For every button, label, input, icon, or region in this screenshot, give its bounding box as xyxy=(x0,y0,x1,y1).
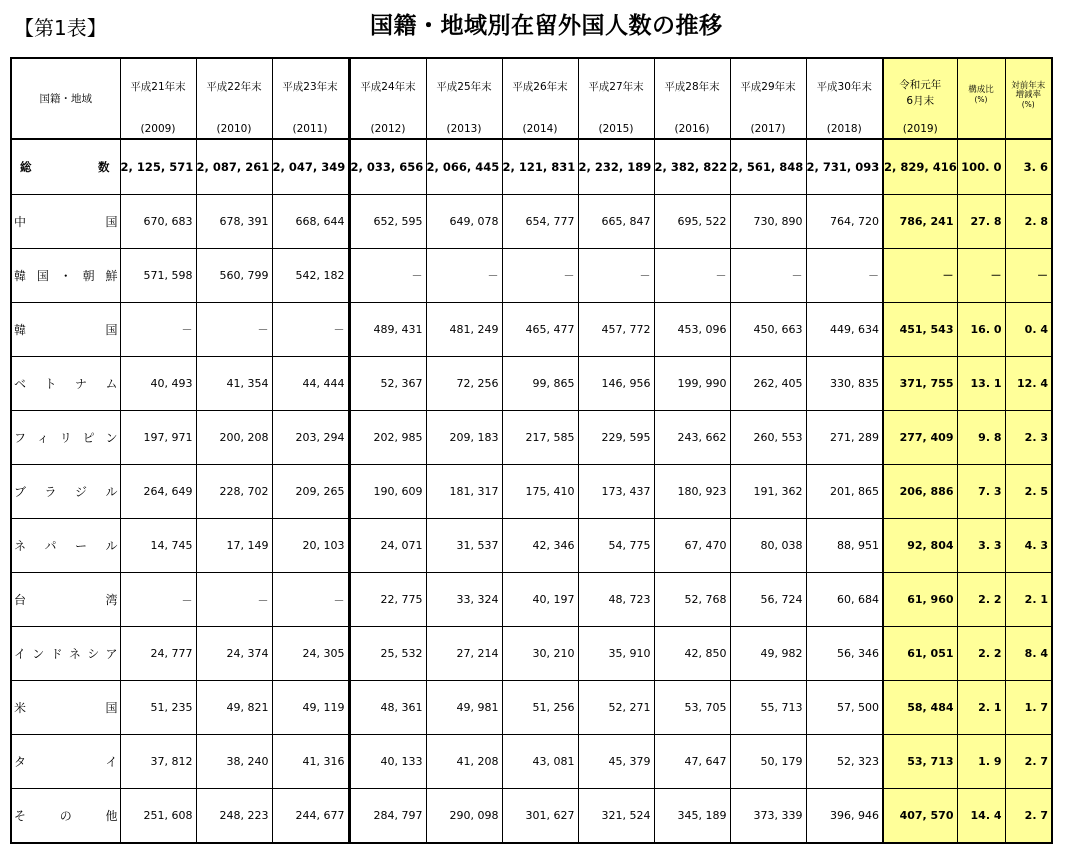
value-cell: 201, 865 xyxy=(806,464,883,518)
nationality-cell xyxy=(11,356,120,410)
value-cell: 67, 470 xyxy=(654,518,730,572)
value-cell: 44, 444 xyxy=(272,356,349,410)
nationality-char: ネ xyxy=(68,647,81,662)
value-cell: 264, 649 xyxy=(120,464,196,518)
value-cell: 49, 981 xyxy=(426,681,502,735)
share-cell: 3. 3 xyxy=(957,518,1005,572)
share-cell: 7. 3 xyxy=(957,464,1005,518)
value-cell: 190, 609 xyxy=(349,464,426,518)
table-row xyxy=(11,464,1052,518)
value-cell: 209, 265 xyxy=(272,464,349,518)
value-cell: 542, 182 xyxy=(272,248,349,302)
value-cell: － xyxy=(196,573,272,627)
value-cell: － xyxy=(654,248,730,302)
value-cell: 30, 210 xyxy=(502,627,578,681)
table-row xyxy=(11,302,1052,356)
year-label: 平成30年末 xyxy=(816,81,872,93)
value-cell: 2, 033, 656 xyxy=(349,139,426,194)
change-cell: 2. 3 xyxy=(1005,410,1052,464)
value-cell: － xyxy=(730,248,806,302)
nationality-char: ン xyxy=(105,430,118,445)
value-cell: 42, 850 xyxy=(654,627,730,681)
value-cell: 203, 294 xyxy=(272,410,349,464)
year-number: (2009) xyxy=(140,123,176,135)
value-cell: 652, 595 xyxy=(349,194,426,248)
nationality-char: ピ xyxy=(82,430,95,445)
change-cell: 0. 4 xyxy=(1005,302,1052,356)
nationality-cell xyxy=(11,464,120,518)
value-cell: 730, 890 xyxy=(730,194,806,248)
nationality-cell xyxy=(11,573,120,627)
latest-value-cell: － xyxy=(883,248,957,302)
value-cell: 88, 951 xyxy=(806,518,883,572)
table-row xyxy=(11,627,1052,681)
nationality-char: ブ xyxy=(14,484,27,499)
nationality-char: ル xyxy=(105,484,118,499)
nationality-char: ル xyxy=(105,538,118,553)
latest-value-cell: 371, 755 xyxy=(883,356,957,410)
value-cell: 199, 990 xyxy=(654,356,730,410)
latest-value-cell: 277, 409 xyxy=(883,410,957,464)
year-header xyxy=(502,58,578,139)
change-cell: 2. 1 xyxy=(1005,573,1052,627)
nationality-char: 韓 xyxy=(14,322,27,337)
nationality-char: 他 xyxy=(105,809,118,824)
value-cell: 14, 745 xyxy=(120,518,196,572)
year-header xyxy=(578,58,654,139)
value-cell: 24, 071 xyxy=(349,518,426,572)
change-header xyxy=(1005,58,1052,139)
value-cell: 24, 374 xyxy=(196,627,272,681)
value-cell: 321, 524 xyxy=(578,789,654,843)
latest-value-cell: 786, 241 xyxy=(883,194,957,248)
value-cell: 373, 339 xyxy=(730,789,806,843)
value-cell: 2, 232, 189 xyxy=(578,139,654,194)
value-cell: 345, 189 xyxy=(654,789,730,843)
value-cell: 53, 705 xyxy=(654,681,730,735)
nationality-cell xyxy=(11,518,120,572)
year-number: (2016) xyxy=(674,123,710,135)
nationality-char: ア xyxy=(105,647,118,662)
value-cell: 37, 812 xyxy=(120,735,196,789)
year-number: (2012) xyxy=(370,123,406,135)
nationality-char: ナ xyxy=(74,376,87,391)
value-cell: 695, 522 xyxy=(654,194,730,248)
latest-value-cell: 407, 570 xyxy=(883,789,957,843)
nationality-cell xyxy=(11,139,120,194)
table-row xyxy=(11,356,1052,410)
value-cell: － xyxy=(272,302,349,356)
value-cell: 262, 405 xyxy=(730,356,806,410)
latest-value-cell: 451, 543 xyxy=(883,302,957,356)
value-cell: 40, 133 xyxy=(349,735,426,789)
nationality-char: 数 xyxy=(98,159,110,174)
nationality-char: 国 xyxy=(36,268,49,283)
table-row xyxy=(11,789,1052,843)
year-label: 平成22年末 xyxy=(206,81,262,93)
table-body xyxy=(11,139,1052,843)
nationality-char: そ xyxy=(14,809,27,824)
page-title: 国籍・地域別在留外国人数の推移 xyxy=(370,13,723,39)
nationality-char: シ xyxy=(87,647,100,662)
year-label: 平成26年末 xyxy=(512,81,568,93)
year-number: (2010) xyxy=(216,123,252,135)
nationality-char: パ xyxy=(44,538,57,553)
nationality-char: 韓 xyxy=(14,268,27,283)
value-cell: 40, 197 xyxy=(502,573,578,627)
value-cell: 251, 608 xyxy=(120,789,196,843)
value-cell: 45, 379 xyxy=(578,735,654,789)
latest-year: (2019) xyxy=(902,123,938,135)
change-label-line2: 増減率 xyxy=(1015,90,1041,100)
table-row xyxy=(11,194,1052,248)
value-cell: 49, 982 xyxy=(730,627,806,681)
value-cell: 649, 078 xyxy=(426,194,502,248)
table-header-row xyxy=(11,58,1052,139)
value-cell: 22, 775 xyxy=(349,573,426,627)
value-cell: － xyxy=(426,248,502,302)
value-cell: 24, 777 xyxy=(120,627,196,681)
value-cell: 764, 720 xyxy=(806,194,883,248)
foreign-residents-table xyxy=(10,57,1053,844)
value-cell: 41, 354 xyxy=(196,356,272,410)
share-cell: 16. 0 xyxy=(957,302,1005,356)
table-row xyxy=(11,681,1052,735)
nationality-char: 朝 xyxy=(82,268,95,283)
year-header xyxy=(654,58,730,139)
table-number-label: 【第1表】 xyxy=(14,16,107,40)
value-cell: 244, 677 xyxy=(272,789,349,843)
share-cell: 13. 1 xyxy=(957,356,1005,410)
year-label: 平成28年末 xyxy=(664,81,720,93)
value-cell: 228, 702 xyxy=(196,464,272,518)
year-header xyxy=(349,58,426,139)
share-label: 構成比 xyxy=(968,85,994,95)
nationality-char: ム xyxy=(105,376,118,391)
change-cell: 1. 7 xyxy=(1005,681,1052,735)
value-cell: 191, 362 xyxy=(730,464,806,518)
nationality-cell xyxy=(11,410,120,464)
year-label: 平成21年末 xyxy=(130,81,186,93)
value-cell: 20, 103 xyxy=(272,518,349,572)
value-cell: － xyxy=(578,248,654,302)
nationality-cell xyxy=(11,627,120,681)
year-label: 平成27年末 xyxy=(588,81,644,93)
latest-value-cell: 92, 804 xyxy=(883,518,957,572)
value-cell: 57, 500 xyxy=(806,681,883,735)
value-cell: 670, 683 xyxy=(120,194,196,248)
nationality-char: リ xyxy=(59,430,72,445)
nationality-char: ト xyxy=(44,376,57,391)
value-cell: 49, 821 xyxy=(196,681,272,735)
year-header xyxy=(272,58,349,139)
value-cell: 42, 346 xyxy=(502,518,578,572)
value-cell: 52, 271 xyxy=(578,681,654,735)
nationality-cell xyxy=(11,789,120,843)
value-cell: 654, 777 xyxy=(502,194,578,248)
value-cell: 301, 627 xyxy=(502,789,578,843)
share-cell: 100. 0 xyxy=(957,139,1005,194)
value-cell: 175, 410 xyxy=(502,464,578,518)
value-cell: 2, 121, 831 xyxy=(502,139,578,194)
value-cell: 202, 985 xyxy=(349,410,426,464)
latest-value-cell: 53, 713 xyxy=(883,735,957,789)
latest-label-line1: 令和元年 xyxy=(899,79,942,91)
value-cell: 571, 598 xyxy=(120,248,196,302)
table-row xyxy=(11,248,1052,302)
value-cell: 229, 595 xyxy=(578,410,654,464)
value-cell: 50, 179 xyxy=(730,735,806,789)
year-number: (2017) xyxy=(750,123,786,135)
nationality-cell xyxy=(11,735,120,789)
change-cell: 2. 5 xyxy=(1005,464,1052,518)
value-cell: 80, 038 xyxy=(730,518,806,572)
value-cell: 17, 149 xyxy=(196,518,272,572)
nationality-char: 国 xyxy=(105,214,118,229)
change-cell: 8. 4 xyxy=(1005,627,1052,681)
value-cell: 52, 768 xyxy=(654,573,730,627)
value-cell: 38, 240 xyxy=(196,735,272,789)
nationality-char: イ xyxy=(14,647,27,662)
value-cell: 55, 713 xyxy=(730,681,806,735)
year-label: 平成23年末 xyxy=(282,81,338,93)
value-cell: － xyxy=(196,302,272,356)
nationality-cell xyxy=(11,194,120,248)
nationality-char: 米 xyxy=(14,701,27,716)
value-cell: 2, 561, 848 xyxy=(730,139,806,194)
share-cell: 9. 8 xyxy=(957,410,1005,464)
total-row xyxy=(11,139,1052,194)
value-cell: 54, 775 xyxy=(578,518,654,572)
value-cell: 284, 797 xyxy=(349,789,426,843)
table-row xyxy=(11,735,1052,789)
year-header xyxy=(730,58,806,139)
nationality-char: 総 xyxy=(20,159,32,174)
value-cell: － xyxy=(120,302,196,356)
value-cell: － xyxy=(272,573,349,627)
latest-value-cell: 61, 051 xyxy=(883,627,957,681)
change-unit: (%) xyxy=(1021,100,1035,109)
value-cell: 2, 066, 445 xyxy=(426,139,502,194)
value-cell: 173, 437 xyxy=(578,464,654,518)
year-header xyxy=(426,58,502,139)
value-cell: 146, 956 xyxy=(578,356,654,410)
value-cell: 271, 289 xyxy=(806,410,883,464)
value-cell: 41, 316 xyxy=(272,735,349,789)
share-unit: (%) xyxy=(974,95,988,104)
value-cell: 51, 235 xyxy=(120,681,196,735)
value-cell: 48, 361 xyxy=(349,681,426,735)
value-cell: 450, 663 xyxy=(730,302,806,356)
value-cell: 181, 317 xyxy=(426,464,502,518)
nationality-char: ジ xyxy=(74,484,87,499)
latest-value-cell: 58, 484 xyxy=(883,681,957,735)
value-cell: 678, 391 xyxy=(196,194,272,248)
nationality-char: 台 xyxy=(14,593,27,608)
value-cell: 200, 208 xyxy=(196,410,272,464)
value-cell: 453, 096 xyxy=(654,302,730,356)
change-cell: － xyxy=(1005,248,1052,302)
value-cell: 330, 835 xyxy=(806,356,883,410)
table-row xyxy=(11,573,1052,627)
value-cell: 489, 431 xyxy=(349,302,426,356)
value-cell: － xyxy=(349,248,426,302)
year-label: 平成25年末 xyxy=(436,81,492,93)
latest-header xyxy=(883,58,957,139)
year-number: (2013) xyxy=(446,123,482,135)
value-cell: 290, 098 xyxy=(426,789,502,843)
year-label: 平成24年末 xyxy=(360,81,416,93)
value-cell: 668, 644 xyxy=(272,194,349,248)
value-cell: 243, 662 xyxy=(654,410,730,464)
value-cell: 49, 119 xyxy=(272,681,349,735)
nationality-char: ン xyxy=(32,647,45,662)
nationality-char: ィ xyxy=(36,430,49,445)
value-cell: 24, 305 xyxy=(272,627,349,681)
table-row xyxy=(11,518,1052,572)
value-cell: 248, 223 xyxy=(196,789,272,843)
nationality-char: の xyxy=(59,809,72,824)
value-cell: 560, 799 xyxy=(196,248,272,302)
value-cell: 41, 208 xyxy=(426,735,502,789)
nationality-char: ド xyxy=(50,647,63,662)
value-cell: － xyxy=(806,248,883,302)
nationality-char: ラ xyxy=(44,484,57,499)
value-cell: 35, 910 xyxy=(578,627,654,681)
share-cell: 14. 4 xyxy=(957,789,1005,843)
latest-value-cell: 206, 886 xyxy=(883,464,957,518)
value-cell: 665, 847 xyxy=(578,194,654,248)
change-cell: 2. 8 xyxy=(1005,194,1052,248)
value-cell: 481, 249 xyxy=(426,302,502,356)
share-cell: 2. 2 xyxy=(957,627,1005,681)
value-cell: 25, 532 xyxy=(349,627,426,681)
year-header xyxy=(806,58,883,139)
value-cell: 2, 382, 822 xyxy=(654,139,730,194)
value-cell: 2, 047, 349 xyxy=(272,139,349,194)
value-cell: 51, 256 xyxy=(502,681,578,735)
value-cell: 260, 553 xyxy=(730,410,806,464)
nationality-char: ・ xyxy=(59,268,72,283)
value-cell: 52, 367 xyxy=(349,356,426,410)
year-number: (2018) xyxy=(826,123,862,135)
share-cell: － xyxy=(957,248,1005,302)
value-cell: 40, 493 xyxy=(120,356,196,410)
change-label-line1: 対前年末 xyxy=(1011,81,1046,91)
change-cell: 12. 4 xyxy=(1005,356,1052,410)
year-number: (2014) xyxy=(522,123,558,135)
share-cell: 2. 1 xyxy=(957,681,1005,735)
table-row xyxy=(11,410,1052,464)
change-cell: 3. 6 xyxy=(1005,139,1052,194)
year-number: (2015) xyxy=(598,123,634,135)
value-cell: 2, 087, 261 xyxy=(196,139,272,194)
year-header xyxy=(120,58,196,139)
nationality-char: ー xyxy=(74,538,87,553)
nationality-cell xyxy=(11,302,120,356)
value-cell: － xyxy=(502,248,578,302)
value-cell: 52, 323 xyxy=(806,735,883,789)
change-cell: 4. 3 xyxy=(1005,518,1052,572)
year-header xyxy=(196,58,272,139)
value-cell: 465, 477 xyxy=(502,302,578,356)
nationality-char: タ xyxy=(14,755,27,770)
nationality-char: ネ xyxy=(14,538,27,553)
value-cell: 217, 585 xyxy=(502,410,578,464)
change-cell: 2. 7 xyxy=(1005,735,1052,789)
value-cell: 48, 723 xyxy=(578,573,654,627)
value-cell: 2, 731, 093 xyxy=(806,139,883,194)
value-cell: 27, 214 xyxy=(426,627,502,681)
nationality-header: 国籍・地域 xyxy=(11,58,120,139)
value-cell: － xyxy=(120,573,196,627)
latest-value-cell: 2, 829, 416 xyxy=(883,139,957,194)
nationality-char: 中 xyxy=(14,214,27,229)
value-cell: 43, 081 xyxy=(502,735,578,789)
year-label: 平成29年末 xyxy=(740,81,796,93)
value-cell: 60, 684 xyxy=(806,573,883,627)
nationality-cell xyxy=(11,681,120,735)
change-cell: 2. 7 xyxy=(1005,789,1052,843)
value-cell: 99, 865 xyxy=(502,356,578,410)
share-cell: 1. 9 xyxy=(957,735,1005,789)
value-cell: 72, 256 xyxy=(426,356,502,410)
share-cell: 2. 2 xyxy=(957,573,1005,627)
value-cell: 197, 971 xyxy=(120,410,196,464)
latest-value-cell: 61, 960 xyxy=(883,573,957,627)
latest-label-line2: 6月末 xyxy=(906,95,935,107)
nationality-cell xyxy=(11,248,120,302)
share-cell: 27. 8 xyxy=(957,194,1005,248)
value-cell: 180, 923 xyxy=(654,464,730,518)
nationality-char: フ xyxy=(14,430,27,445)
nationality-char: イ xyxy=(105,755,118,770)
nationality-char: 鮮 xyxy=(105,268,118,283)
year-number: (2011) xyxy=(292,123,328,135)
nationality-char: ベ xyxy=(14,376,27,391)
nationality-char: 湾 xyxy=(105,593,118,608)
share-header xyxy=(957,58,1005,139)
value-cell: 209, 183 xyxy=(426,410,502,464)
nationality-char: 国 xyxy=(105,322,118,337)
value-cell: 396, 946 xyxy=(806,789,883,843)
value-cell: 31, 537 xyxy=(426,518,502,572)
value-cell: 449, 634 xyxy=(806,302,883,356)
value-cell: 2, 125, 571 xyxy=(120,139,196,194)
value-cell: 33, 324 xyxy=(426,573,502,627)
nationality-char: 国 xyxy=(105,701,118,716)
value-cell: 56, 346 xyxy=(806,627,883,681)
value-cell: 457, 772 xyxy=(578,302,654,356)
value-cell: 47, 647 xyxy=(654,735,730,789)
value-cell: 56, 724 xyxy=(730,573,806,627)
